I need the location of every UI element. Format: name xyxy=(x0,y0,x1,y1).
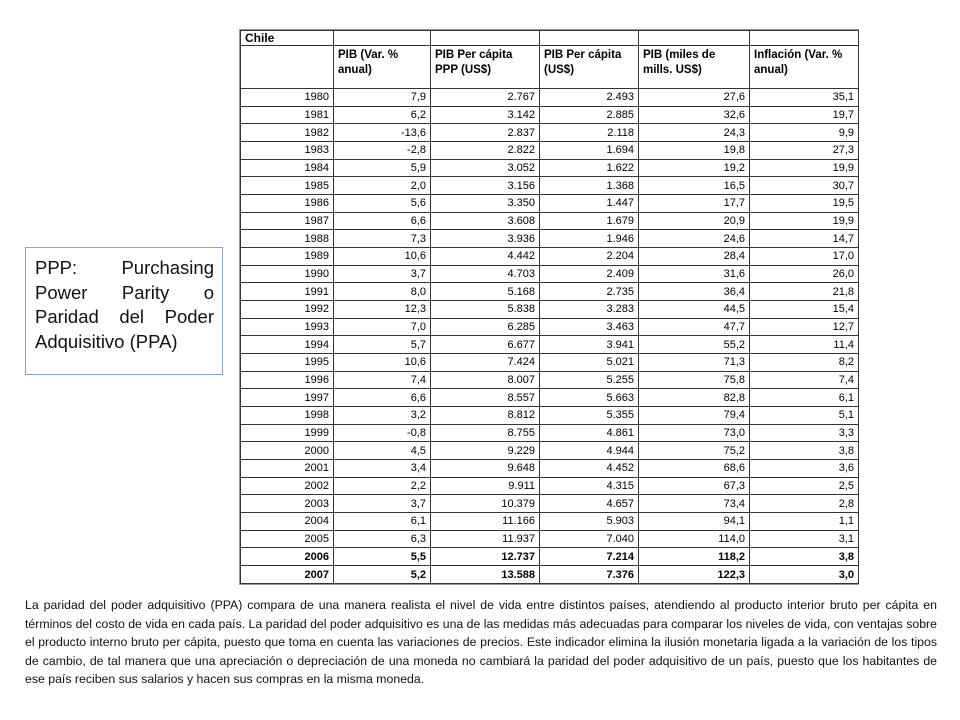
pib-ppp-cell: 3.350 xyxy=(431,195,540,213)
inflation-cell: 2,5 xyxy=(750,477,859,495)
year-cell: 1985 xyxy=(241,177,334,195)
table-row xyxy=(241,142,859,160)
pib-percapita-cell: 5.663 xyxy=(540,389,639,407)
year-cell: 1981 xyxy=(241,106,334,124)
pib-percapita-cell: 1.946 xyxy=(540,230,639,248)
pib-ppp-cell: 4.703 xyxy=(431,265,540,283)
pib-total-cell: 36,4 xyxy=(639,283,750,301)
pib-ppp-cell: 3.052 xyxy=(431,159,540,177)
pib-var-cell: 5,6 xyxy=(334,195,431,213)
pib-var-cell: 3,4 xyxy=(334,460,431,478)
pib-percapita-cell: 1.694 xyxy=(540,142,639,160)
year-cell: 1994 xyxy=(241,336,334,354)
inflation-cell: 2,8 xyxy=(750,495,859,513)
header-pib-percapita: PIB Per cápita (US$) xyxy=(540,46,639,89)
pib-total-cell: 114,0 xyxy=(639,530,750,548)
table-row xyxy=(241,195,859,213)
table-row xyxy=(241,354,859,372)
pib-percapita-cell: 2.204 xyxy=(540,248,639,266)
inflation-cell: 26,0 xyxy=(750,265,859,283)
year-cell: 1992 xyxy=(241,301,334,319)
pib-percapita-cell: 2.118 xyxy=(540,124,639,142)
pib-percapita-cell: 7.214 xyxy=(540,548,639,566)
inflation-cell: 3,8 xyxy=(750,548,859,566)
pib-total-cell: 47,7 xyxy=(639,318,750,336)
pib-var-cell: -0,8 xyxy=(334,424,431,442)
year-cell: 1991 xyxy=(241,283,334,301)
year-cell: 1982 xyxy=(241,124,334,142)
pib-var-cell: 7,9 xyxy=(334,89,431,107)
inflation-cell: 3,0 xyxy=(750,566,859,584)
header-pib-total: PIB (miles de mills. US$) xyxy=(639,46,750,89)
year-cell: 2001 xyxy=(241,460,334,478)
pib-total-cell: 32,6 xyxy=(639,106,750,124)
pib-percapita-cell: 1.622 xyxy=(540,159,639,177)
table-row xyxy=(241,513,859,531)
year-cell: 1988 xyxy=(241,230,334,248)
table-row xyxy=(241,407,859,425)
year-cell: 2007 xyxy=(241,566,334,584)
year-cell: 1993 xyxy=(241,318,334,336)
pib-total-cell: 19,2 xyxy=(639,159,750,177)
table-row xyxy=(241,336,859,354)
pib-percapita-cell: 4.944 xyxy=(540,442,639,460)
pib-var-cell: 12,3 xyxy=(334,301,431,319)
pib-ppp-cell: 2.822 xyxy=(431,142,540,160)
pib-var-cell: 6,1 xyxy=(334,513,431,531)
pib-total-cell: 94,1 xyxy=(639,513,750,531)
pib-total-cell: 27,6 xyxy=(639,89,750,107)
pib-ppp-cell: 2.837 xyxy=(431,124,540,142)
table-row xyxy=(241,124,859,142)
pib-percapita-cell: 5.255 xyxy=(540,371,639,389)
pib-total-cell: 31,6 xyxy=(639,265,750,283)
table-row xyxy=(241,371,859,389)
inflation-cell: 9,9 xyxy=(750,124,859,142)
inflation-cell: 7,4 xyxy=(750,371,859,389)
pib-percapita-cell: 1.447 xyxy=(540,195,639,213)
year-cell: 2005 xyxy=(241,530,334,548)
pib-ppp-cell: 8.755 xyxy=(431,424,540,442)
inflation-cell: 19,5 xyxy=(750,195,859,213)
pib-percapita-cell: 3.463 xyxy=(540,318,639,336)
pib-ppp-cell: 4.442 xyxy=(431,248,540,266)
pib-total-cell: 68,6 xyxy=(639,460,750,478)
table-row xyxy=(241,230,859,248)
pib-var-cell: 5,7 xyxy=(334,336,431,354)
pib-total-cell: 75,2 xyxy=(639,442,750,460)
pib-percapita-cell: 5.903 xyxy=(540,513,639,531)
pib-percapita-cell: 4.315 xyxy=(540,477,639,495)
header-pib-ppp: PIB Per cápita PPP (US$) xyxy=(431,46,540,89)
pib-percapita-cell: 3.283 xyxy=(540,301,639,319)
pib-total-cell: 75,8 xyxy=(639,371,750,389)
pib-ppp-cell: 13.588 xyxy=(431,566,540,584)
pib-var-cell: 3,7 xyxy=(334,495,431,513)
inflation-cell: 6,1 xyxy=(750,389,859,407)
inflation-cell: 5,1 xyxy=(750,407,859,425)
inflation-cell: 1,1 xyxy=(750,513,859,531)
inflation-cell: 3,6 xyxy=(750,460,859,478)
table-row xyxy=(241,106,859,124)
inflation-cell: 11,4 xyxy=(750,336,859,354)
pib-ppp-cell: 6.677 xyxy=(431,336,540,354)
pib-percapita-cell: 2.493 xyxy=(540,89,639,107)
pib-total-cell: 19,8 xyxy=(639,142,750,160)
pib-total-cell: 20,9 xyxy=(639,212,750,230)
table-header-row xyxy=(241,46,859,89)
inflation-cell: 12,7 xyxy=(750,318,859,336)
pib-total-cell: 118,2 xyxy=(639,548,750,566)
pib-ppp-cell: 11.166 xyxy=(431,513,540,531)
table-row xyxy=(241,301,859,319)
pib-ppp-cell: 9.911 xyxy=(431,477,540,495)
pib-total-cell: 16,5 xyxy=(639,177,750,195)
table-row xyxy=(241,89,859,107)
inflation-cell: 27,3 xyxy=(750,142,859,160)
pib-var-cell: 3,2 xyxy=(334,407,431,425)
year-cell: 1980 xyxy=(241,89,334,107)
table-row xyxy=(241,212,859,230)
pib-ppp-cell: 5.838 xyxy=(431,301,540,319)
pib-var-cell: 5,2 xyxy=(334,566,431,584)
callout-text: PPP: Purchasing Power Parity o Paridad del Poder Adquisitivo (PPA) xyxy=(35,257,214,352)
pib-ppp-cell: 8.557 xyxy=(431,389,540,407)
table-row xyxy=(241,460,859,478)
year-cell: 2000 xyxy=(241,442,334,460)
pib-ppp-cell: 3.156 xyxy=(431,177,540,195)
table-row xyxy=(241,495,859,513)
table-row xyxy=(241,177,859,195)
table-row xyxy=(241,318,859,336)
pib-var-cell: 4,5 xyxy=(334,442,431,460)
inflation-cell: 30,7 xyxy=(750,177,859,195)
table-row xyxy=(241,159,859,177)
pib-var-cell: 6,2 xyxy=(334,106,431,124)
table-row xyxy=(241,283,859,301)
inflation-cell: 21,8 xyxy=(750,283,859,301)
pib-percapita-cell: 7.040 xyxy=(540,530,639,548)
pib-ppp-cell: 7.424 xyxy=(431,354,540,372)
table-row xyxy=(241,265,859,283)
header-year xyxy=(241,46,334,89)
pib-percapita-cell: 4.657 xyxy=(540,495,639,513)
pib-percapita-cell: 4.452 xyxy=(540,460,639,478)
pib-var-cell: -2,8 xyxy=(334,142,431,160)
pib-ppp-cell: 9.229 xyxy=(431,442,540,460)
table-row xyxy=(241,477,859,495)
table-row xyxy=(241,566,859,584)
inflation-cell: 14,7 xyxy=(750,230,859,248)
pib-ppp-cell: 5.168 xyxy=(431,283,540,301)
table-row xyxy=(241,530,859,548)
pib-ppp-cell: 8.812 xyxy=(431,407,540,425)
pib-var-cell: -13,6 xyxy=(334,124,431,142)
pib-total-cell: 82,8 xyxy=(639,389,750,407)
pib-total-cell: 73,4 xyxy=(639,495,750,513)
pib-var-cell: 2,2 xyxy=(334,477,431,495)
year-cell: 1983 xyxy=(241,142,334,160)
pib-ppp-cell: 3.142 xyxy=(431,106,540,124)
inflation-cell: 17,0 xyxy=(750,248,859,266)
pib-ppp-cell: 12.737 xyxy=(431,548,540,566)
year-cell: 1984 xyxy=(241,159,334,177)
pib-percapita-cell: 2.409 xyxy=(540,265,639,283)
pib-total-cell: 122,3 xyxy=(639,566,750,584)
inflation-cell: 15,4 xyxy=(750,301,859,319)
pib-percapita-cell: 1.679 xyxy=(540,212,639,230)
year-cell: 1989 xyxy=(241,248,334,266)
pib-var-cell: 6,3 xyxy=(334,530,431,548)
pib-percapita-cell: 2.735 xyxy=(540,283,639,301)
pib-percapita-cell: 5.355 xyxy=(540,407,639,425)
pib-var-cell: 8,0 xyxy=(334,283,431,301)
pib-total-cell: 17,7 xyxy=(639,195,750,213)
pib-percapita-cell: 7.376 xyxy=(540,566,639,584)
pib-percapita-cell: 1.368 xyxy=(540,177,639,195)
inflation-cell: 8,2 xyxy=(750,354,859,372)
pib-var-cell: 2,0 xyxy=(334,177,431,195)
gdp-table-image xyxy=(239,29,859,585)
pib-ppp-cell: 3.608 xyxy=(431,212,540,230)
pib-total-cell: 73,0 xyxy=(639,424,750,442)
header-pib-var: PIB (Var. % anual) xyxy=(334,46,431,89)
chile-gdp-table xyxy=(240,30,859,584)
pib-total-cell: 71,3 xyxy=(639,354,750,372)
pib-ppp-cell: 8.007 xyxy=(431,371,540,389)
table-title-row xyxy=(241,31,859,46)
inflation-cell: 35,1 xyxy=(750,89,859,107)
ppp-definition-callout xyxy=(25,247,223,375)
year-cell: 1998 xyxy=(241,407,334,425)
pib-total-cell: 67,3 xyxy=(639,477,750,495)
table-row xyxy=(241,442,859,460)
pib-var-cell: 5,9 xyxy=(334,159,431,177)
pib-total-cell: 79,4 xyxy=(639,407,750,425)
inflation-cell: 3,8 xyxy=(750,442,859,460)
year-cell: 1987 xyxy=(241,212,334,230)
table-row xyxy=(241,248,859,266)
year-cell: 2002 xyxy=(241,477,334,495)
pib-total-cell: 24,3 xyxy=(639,124,750,142)
table-row xyxy=(241,424,859,442)
inflation-cell: 19,7 xyxy=(750,106,859,124)
pib-ppp-cell: 11.937 xyxy=(431,530,540,548)
inflation-cell: 19,9 xyxy=(750,212,859,230)
table-body xyxy=(241,89,859,584)
pib-percapita-cell: 4.861 xyxy=(540,424,639,442)
year-cell: 1995 xyxy=(241,354,334,372)
pib-ppp-cell: 2.767 xyxy=(431,89,540,107)
table-country-label: Chile xyxy=(241,31,334,46)
pib-ppp-cell: 3.936 xyxy=(431,230,540,248)
pib-percapita-cell: 5.021 xyxy=(540,354,639,372)
table-row xyxy=(241,548,859,566)
pib-var-cell: 6,6 xyxy=(334,212,431,230)
pib-total-cell: 55,2 xyxy=(639,336,750,354)
year-cell: 1986 xyxy=(241,195,334,213)
pib-percapita-cell: 2.885 xyxy=(540,106,639,124)
year-cell: 1996 xyxy=(241,371,334,389)
header-inflation: Inflación (Var. % anual) xyxy=(750,46,859,89)
pib-ppp-cell: 9.648 xyxy=(431,460,540,478)
pib-var-cell: 10,6 xyxy=(334,354,431,372)
year-cell: 1997 xyxy=(241,389,334,407)
pib-var-cell: 5,5 xyxy=(334,548,431,566)
year-cell: 1990 xyxy=(241,265,334,283)
pib-var-cell: 7,0 xyxy=(334,318,431,336)
ppp-description-paragraph: La paridad del poder adquisitivo (PPA) compara de una manera realista el nivel de vida entre distintos países, atendiendo al producto interior bruto per cápita en términos del costo de vida en cada país. La paridad del poder adquisitivo es una de las medidas más adecuadas para comparar los niveles de vida, con ventajas sobre el producto interno bruto per cápita, puesto que toma en cuenta las variaciones de precios. Este indicador elimina la ilusión monetaria ligada a la variación de los tipos de cambio, de tal manera que una apreciación o depreciación de una moneda no cambiará la paridad del poder adquisitivo de un país, puesto que los habitantes de ese país reciben sus salarios y hacen sus compras en la misma moneda. xyxy=(25,598,937,687)
table-row xyxy=(241,389,859,407)
year-cell: 2003 xyxy=(241,495,334,513)
inflation-cell: 3,1 xyxy=(750,530,859,548)
pib-total-cell: 24,6 xyxy=(639,230,750,248)
pib-total-cell: 28,4 xyxy=(639,248,750,266)
pib-ppp-cell: 10.379 xyxy=(431,495,540,513)
year-cell: 1999 xyxy=(241,424,334,442)
pib-var-cell: 3,7 xyxy=(334,265,431,283)
pib-percapita-cell: 3.941 xyxy=(540,336,639,354)
year-cell: 2004 xyxy=(241,513,334,531)
pib-var-cell: 7,4 xyxy=(334,371,431,389)
pib-var-cell: 7,3 xyxy=(334,230,431,248)
inflation-cell: 19,9 xyxy=(750,159,859,177)
pib-var-cell: 10,6 xyxy=(334,248,431,266)
pib-total-cell: 44,5 xyxy=(639,301,750,319)
pib-ppp-cell: 6.285 xyxy=(431,318,540,336)
inflation-cell: 3,3 xyxy=(750,424,859,442)
year-cell: 2006 xyxy=(241,548,334,566)
pib-var-cell: 6,6 xyxy=(334,389,431,407)
